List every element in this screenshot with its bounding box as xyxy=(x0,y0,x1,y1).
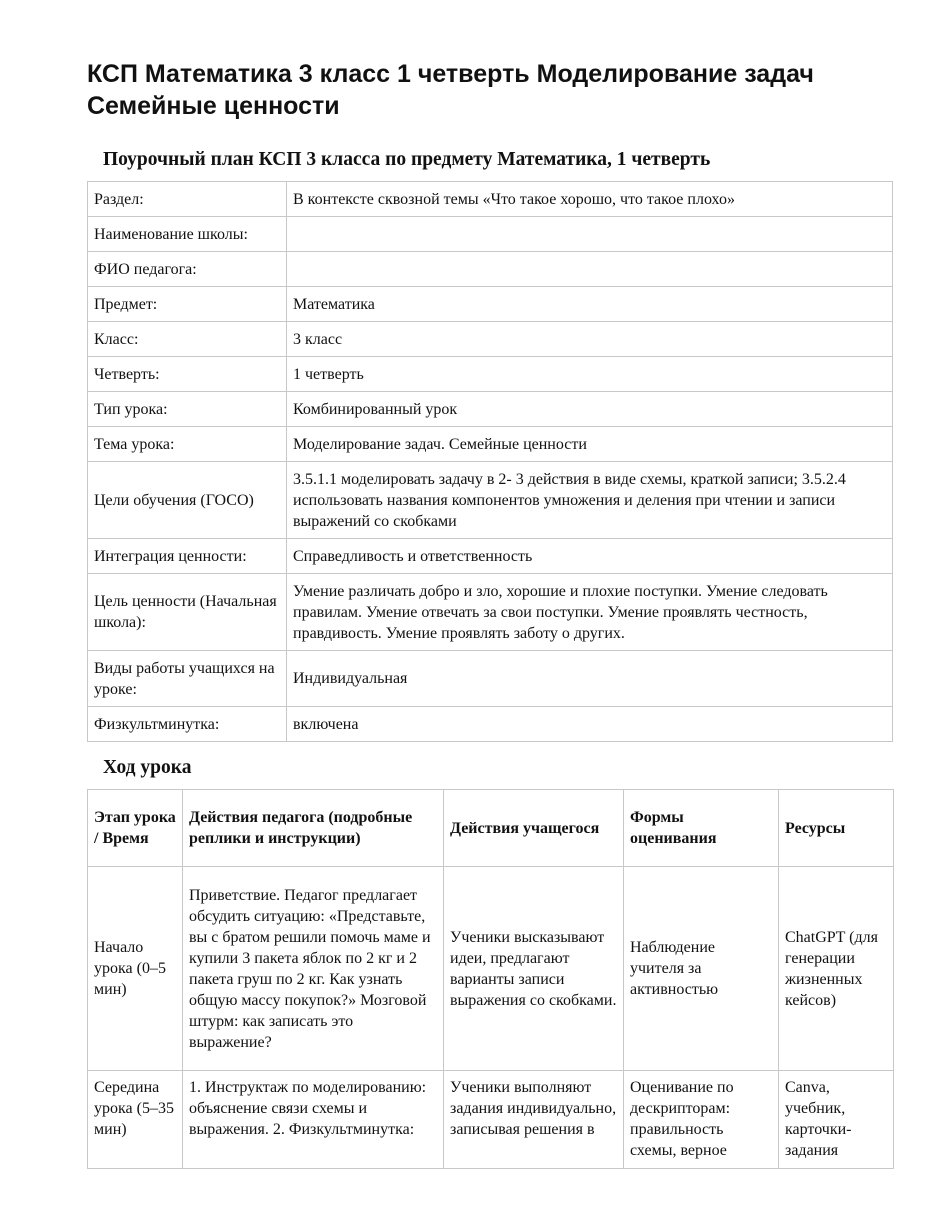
lesson-flow-table xyxy=(87,789,894,1169)
info-label: Тип урока: xyxy=(88,392,287,427)
info-row-lesson-topic xyxy=(88,427,893,462)
lesson-info-table xyxy=(87,181,893,742)
info-label: Четверть: xyxy=(88,357,287,392)
info-value: В контексте сквозной темы «Что такое хорошо, что такое плохо» xyxy=(287,182,893,217)
info-value xyxy=(287,217,893,252)
student-actions-cell: Ученики высказывают идеи, предлагают варианты записи выражения со скобками. xyxy=(444,867,624,1071)
info-row-quarter xyxy=(88,357,893,392)
info-value: 1 четверть xyxy=(287,357,893,392)
info-value: 3 класс xyxy=(287,322,893,357)
stage-cell: Середина урока (5–35 мин) xyxy=(88,1071,183,1169)
document-page xyxy=(87,58,893,1169)
info-row-value-integration xyxy=(88,539,893,574)
page-title: КСП Математика 3 класс 1 четверть Моделирование задач Семейные ценности xyxy=(87,60,814,120)
info-label: Виды работы учащихся на уроке: xyxy=(88,651,287,707)
info-label: Класс: xyxy=(88,322,287,357)
column-header: Действия педагога (подробные реплики и инструкции) xyxy=(183,790,444,867)
info-label: Цель ценности (Начальная школа): xyxy=(88,574,287,651)
column-header: Формы оценивания xyxy=(624,790,779,867)
info-value: Умение различать добро и зло, хорошие и плохие поступки. Умение следовать правилам. Умение отвечать за свои поступки. Умение проявлять честность, правдивость. Умение проявлять заботу о других. xyxy=(287,574,893,651)
info-row-lesson-type xyxy=(88,392,893,427)
info-label: Физкультминутка: xyxy=(88,707,287,742)
student-actions-cell: Ученики выполняют задания индивидуально, записывая решения в xyxy=(444,1071,624,1169)
assessment-cell: Наблюдение учителя за активностью xyxy=(624,867,779,1071)
info-label: Раздел: xyxy=(88,182,287,217)
info-row-section xyxy=(88,182,893,217)
info-label: Интеграция ценности: xyxy=(88,539,287,574)
info-row-learning-goals xyxy=(88,462,893,539)
column-header: Ресурсы xyxy=(779,790,894,867)
info-value: Индивидуальная xyxy=(287,651,893,707)
info-value xyxy=(287,252,893,287)
info-value: Комбинированный урок xyxy=(287,392,893,427)
table-row xyxy=(88,1071,894,1169)
assessment-cell: Оценивание по дескрипторам: правильность схемы, верное xyxy=(624,1071,779,1169)
teacher-actions-cell: 1. Инструктаж по моделированию: объяснение связи схемы и выражения. 2. Физкультминутка: xyxy=(183,1071,444,1169)
info-row-subject xyxy=(88,287,893,322)
column-header: Действия учащегося xyxy=(444,790,624,867)
info-value: Моделирование задач. Семейные ценности xyxy=(287,427,893,462)
info-row-school xyxy=(88,217,893,252)
info-label: ФИО педагога: xyxy=(88,252,287,287)
info-label: Наименование школы: xyxy=(88,217,287,252)
lesson-flow-heading: Ход урока xyxy=(103,757,192,778)
info-row-work-types xyxy=(88,651,893,707)
stage-cell: Начало урока (0–5 мин) xyxy=(88,867,183,1071)
info-value: 3.5.1.1 моделировать задачу в 2- 3 действия в виде схемы, краткой записи; 3.5.2.4 использовать названия компонентов умножения и деления при чтении и записи выражений со скобками xyxy=(287,462,893,539)
table-row xyxy=(88,867,894,1071)
info-row-teacher xyxy=(88,252,893,287)
info-row-grade xyxy=(88,322,893,357)
info-label: Предмет: xyxy=(88,287,287,322)
info-value: Справедливость и ответственность xyxy=(287,539,893,574)
resources-cell: ChatGPT (для генерации жизненных кейсов) xyxy=(779,867,894,1071)
info-label: Тема урока: xyxy=(88,427,287,462)
info-label: Цели обучения (ГОСО) xyxy=(88,462,287,539)
resources-cell: Canva, учебник, карточки-задания xyxy=(779,1071,894,1169)
info-row-value-goal xyxy=(88,574,893,651)
info-row-fizkultminutka xyxy=(88,707,893,742)
info-value: Математика xyxy=(287,287,893,322)
plan-heading: Поурочный план КСП 3 класса по предмету Математика, 1 четверть xyxy=(103,149,711,170)
table-header-row xyxy=(88,790,894,867)
teacher-actions-cell: Приветствие. Педагог предлагает обсудить ситуацию: «Представьте, вы с братом решили помочь маме и купили 3 пакета яблок по 2 кг и 2 пакета груш по 2 кг. Как узнать общую массу покупок?» Мозговой штурм: как записать это выражение? xyxy=(183,867,444,1071)
column-header: Этап урока / Время xyxy=(88,790,183,867)
info-value: включена xyxy=(287,707,893,742)
